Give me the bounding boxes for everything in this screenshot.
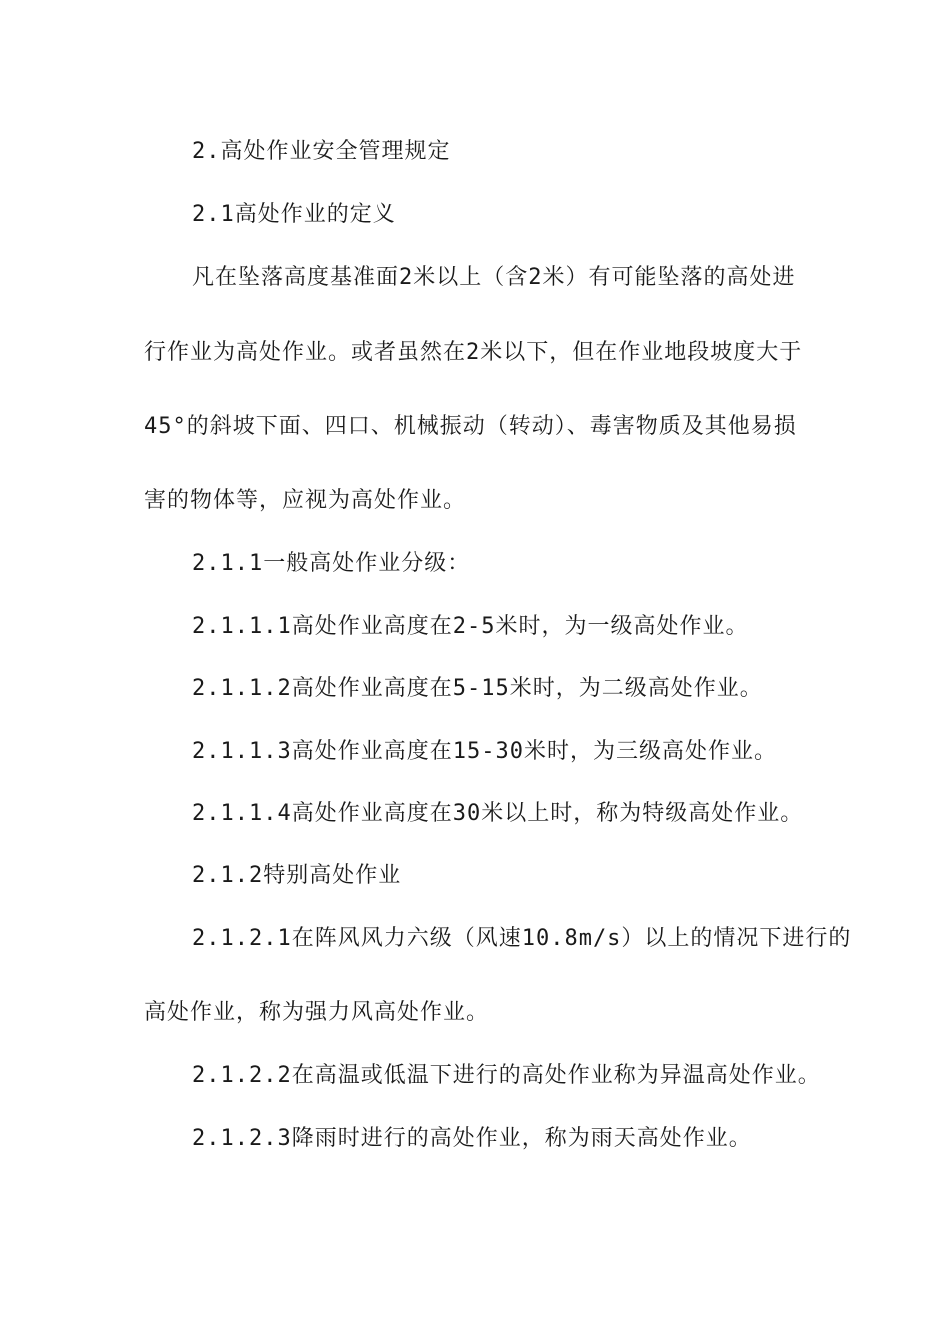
- subsection-heading: 2.1高处作业的定义: [192, 202, 396, 227]
- subsection-heading: 2.1.2特别高处作业: [192, 863, 402, 888]
- list-item: 2.1.2.1在阵风风力六级（风速10.8m/s）以上的情况下进行的: [192, 926, 852, 951]
- list-item: 2.1.1.3高处作业高度在15-30米时，为三级高处作业。: [192, 739, 777, 764]
- list-item: 2.1.1.2高处作业高度在5-15米时，为二级高处作业。: [192, 676, 763, 701]
- paragraph-line: 害的物体等，应视为高处作业。: [144, 488, 467, 513]
- section-heading: 2.高处作业安全管理规定: [192, 139, 451, 164]
- list-item: 2.1.2.2在高温或低温下进行的高处作业称为异温高处作业。: [192, 1063, 821, 1088]
- list-item-continuation: 高处作业，称为强力风高处作业。: [144, 1000, 490, 1025]
- paragraph-line: 凡在坠落高度基准面2米以上（含2米）有可能坠落的高处进: [192, 265, 796, 290]
- list-item: 2.1.1.1高处作业高度在2-5米时，为一级高处作业。: [192, 614, 749, 639]
- list-item: 2.1.2.3降雨时进行的高处作业，称为雨天高处作业。: [192, 1126, 752, 1151]
- paragraph-line: 行作业为高处作业。或者虽然在2米以下，但在作业地段坡度大于: [144, 340, 803, 365]
- paragraph-line: 45°的斜坡下面、四口、机械振动（转动）、毒害物质及其他易损: [144, 414, 797, 439]
- subsection-heading: 2.1.1一般高处作业分级：: [192, 551, 471, 576]
- list-item: 2.1.1.4高处作业高度在30米以上时，称为特级高处作业。: [192, 801, 804, 826]
